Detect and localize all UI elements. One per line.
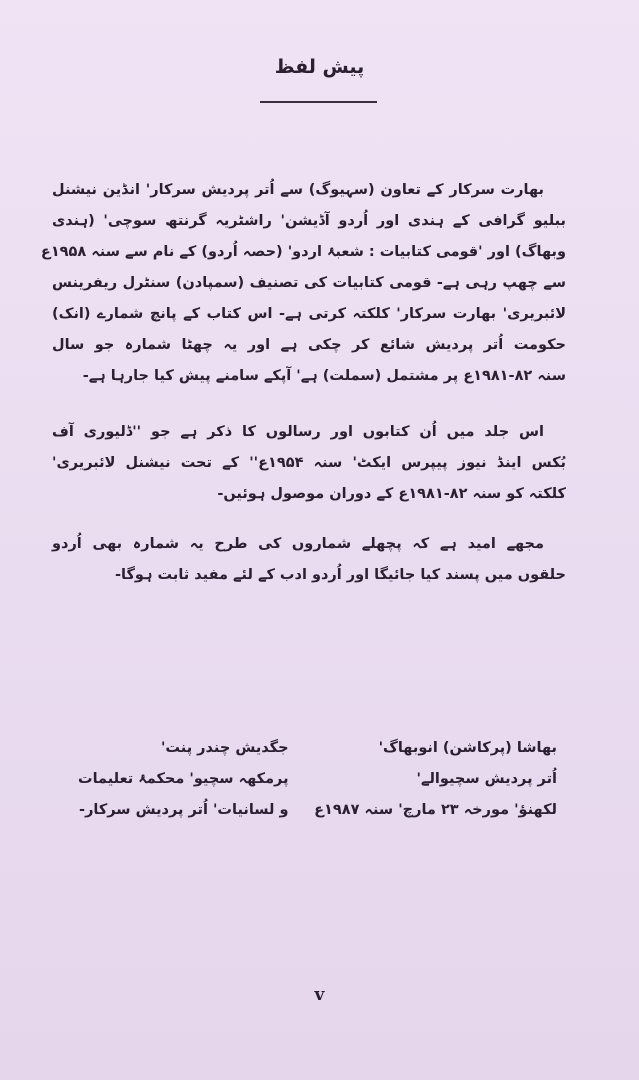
- heading-underline: [260, 101, 377, 103]
- paragraph-contents: [52, 417, 566, 510]
- paragraph-line: حلقوں میں پسند کیا جائیگا اور اُردو ادب کے لئے مفید ثابت ہوگا-: [115, 567, 566, 583]
- paragraph-line: بھارت سرکار کے تعاون (سہیوگ) سے اُتر پردیش سرکار' انڈین نیشنل: [52, 182, 544, 198]
- paragraph-line: مجھے امید ہے کہ پچھلے شماروں کی طرح یہ شمارہ بھی اُردو: [52, 536, 544, 552]
- signatory-title: و لسانیات' اُتر پردیش سرکار-: [79, 802, 289, 818]
- page-heading: پیش لفظ: [274, 56, 365, 78]
- paragraph-line: سے چھپ رہی ہے- قومی کتابیات کی تصنیف (سمپادن) سنٹرل ریفرینس: [52, 275, 566, 291]
- signatory-title: پرمکھہ سچیو' محکمۂ تعلیمات: [78, 771, 289, 787]
- signatory-name: جگدیش چندر پنت': [160, 740, 289, 756]
- paragraph-line: وبھاگ) اور 'قومی کتابیات : شعبۂ اردو' (حصہ اُردو) کے نام سے سنہ ۱۹۵۸ع: [40, 244, 566, 260]
- paragraph-line: اس جلد میں اُن کتابوں اور رسالوں کا ذکر ہے جو ''ڈلیوری آف: [52, 424, 544, 440]
- paragraph-intro: [40, 175, 566, 392]
- page-number: v: [314, 985, 325, 1005]
- paragraph-line: بُکس اینڈ نیوز پیپرس ایکٹ' سنہ ۱۹۵۴ع'' کے تحت نیشنل لائبریری': [52, 455, 566, 471]
- paragraph-line: حکومت اُتر پردیش شائع کر چکی ہے اور یہ چھٹا شمارہ جو سال: [52, 337, 566, 353]
- office-address-block: [314, 733, 557, 826]
- address-line: لکھنؤ' مورخہ ۲۳ مارچ' سنہ ۱۹۸۷ع: [314, 802, 557, 818]
- paragraph-hope: [52, 529, 566, 591]
- address-line: اُتر پردیش سچیوالے': [416, 771, 557, 787]
- address-line: بھاشا (پرکاشن) انوبھاگ': [378, 740, 557, 756]
- paragraph-line: لائبریری' بھارت سرکار' کلکتہ کرتی ہے- اس کتاب کے پانچ شمارے (انک): [52, 306, 566, 322]
- paragraph-line: کلکتہ کو سنہ ۸۲-۱۹۸۱ع کے دوران موصول ہوئیں-: [217, 486, 566, 502]
- paragraph-line: ببلیو گرافی کے ہندی اور اُردو آڈیشن' راشٹریہ گرنتھ سوچی' (ہندی: [52, 213, 566, 229]
- signatory-block: [78, 733, 289, 826]
- paragraph-line: سنہ ۸۲-۱۹۸۱ع پر مشتمل (سملت) ہے' آپکے سامنے پیش کیا جارہا ہے-: [82, 368, 566, 384]
